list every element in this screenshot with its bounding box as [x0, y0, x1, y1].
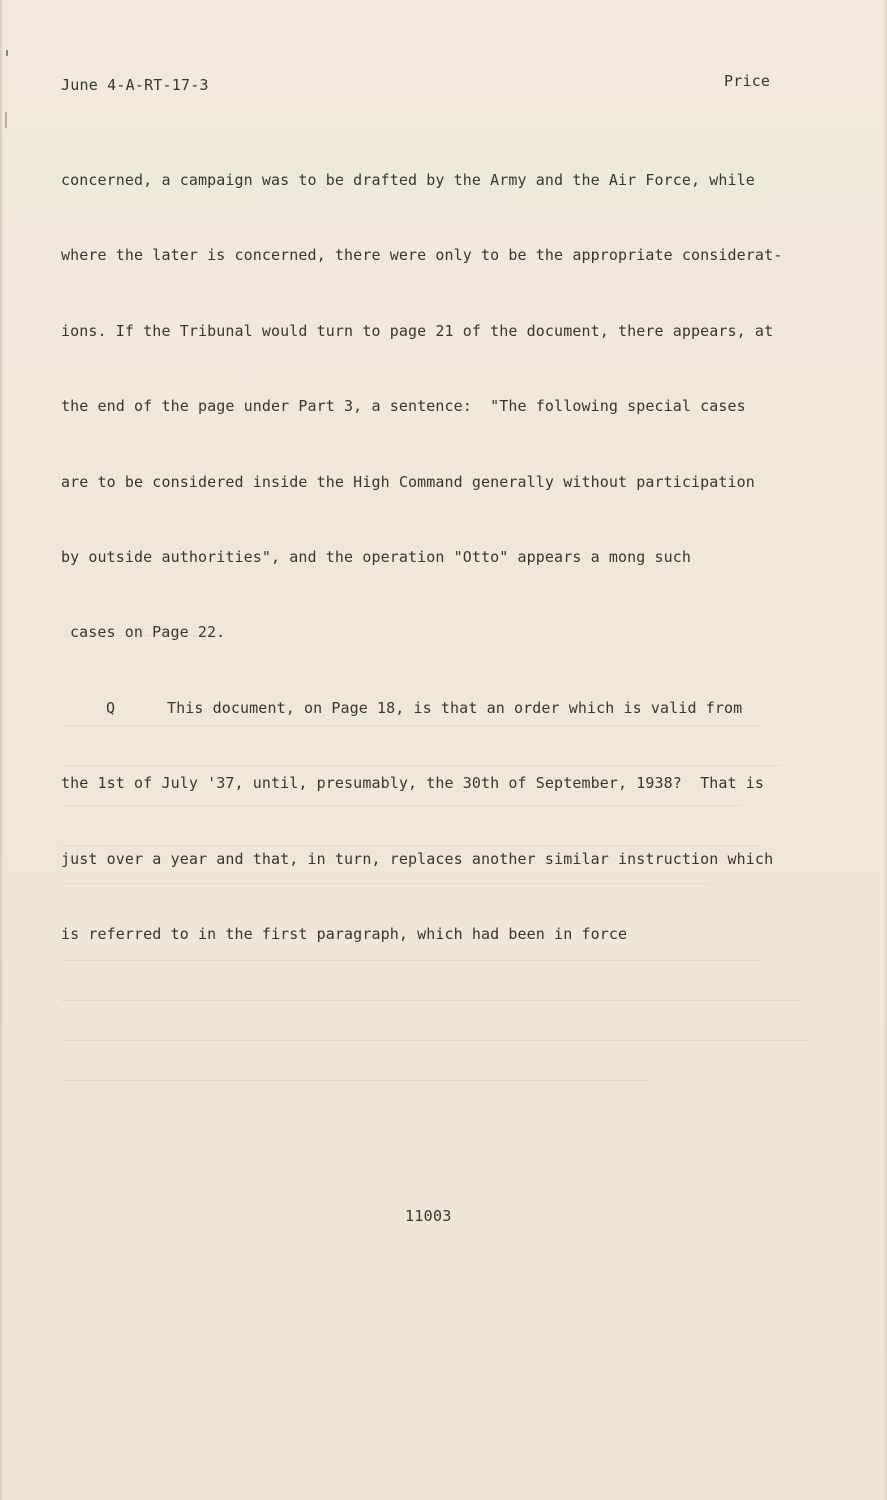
bleed-through-line: [61, 883, 711, 884]
bleed-through-area: [61, 625, 831, 1095]
question-line: the 1st of July '37, until, presumably, the 30th of September, 1938? That is: [61, 774, 765, 793]
question-label: Q: [106, 698, 116, 717]
question-line: just over a year and that, in turn, replaces another similar instruction which: [61, 849, 774, 868]
transcript-line: are to be considered inside the High Command generally without participation: [61, 472, 755, 491]
document-reference: June 4-A-RT-17-3: [61, 76, 209, 94]
bleed-through-line: [61, 725, 761, 726]
page-number: 11003: [405, 1207, 452, 1225]
bleed-through-line: [61, 1080, 651, 1081]
transcript-line: ions. If the Tribunal would turn to page 21 of the document, there appears, at: [61, 321, 774, 340]
transcript-line: cases on Page 22.: [70, 623, 226, 642]
bleed-through-line: [61, 960, 761, 961]
transcript-line: where the later is concerned, there were only to be the appropriate considerat-: [61, 246, 783, 265]
bleed-through-line: [61, 1000, 801, 1001]
bleed-through-line: [61, 765, 781, 766]
margin-mark: [6, 50, 8, 56]
question-line: is referred to in the first paragraph, which had been in force: [61, 924, 628, 943]
question-text: This document, on Page 18, is that an order which is valid from: [167, 698, 743, 717]
transcript-line: concerned, a campaign was to be drafted by the Army and the Air Force, while: [61, 171, 755, 189]
bleed-through-line: [61, 845, 761, 846]
speaker-name: Price: [724, 72, 771, 90]
bleed-through-line: [61, 805, 741, 806]
bleed-through-line: [61, 635, 221, 636]
margin-mark: [5, 112, 7, 128]
transcript-line: the end of the page under Part 3, a sentence: "The following special cases: [61, 397, 746, 416]
transcript-line: by outside authorities", and the operation "Otto" appears a mong such: [61, 547, 692, 566]
page-left-edge: [0, 0, 3, 1500]
bleed-through-line: [61, 1040, 811, 1041]
